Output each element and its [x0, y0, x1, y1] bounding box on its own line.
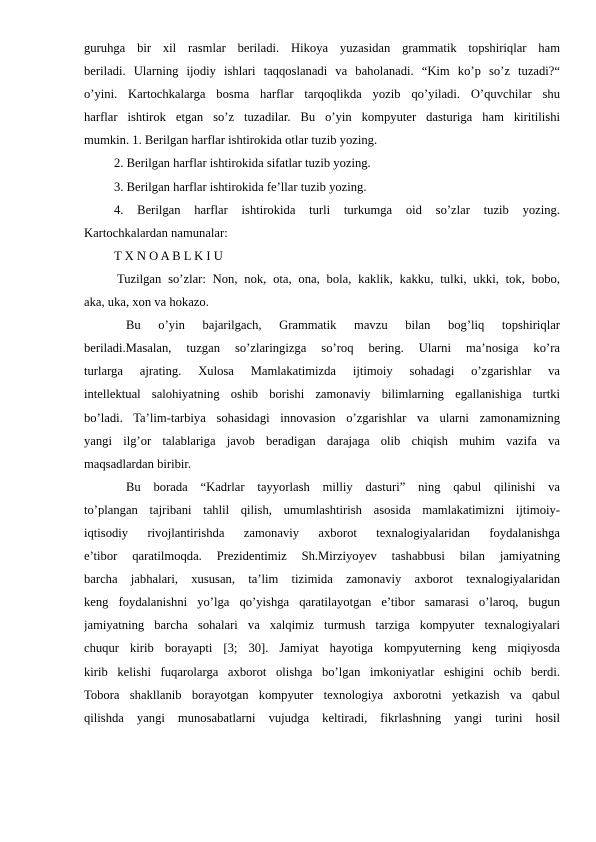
text-line: intellektual salohiyatning oshib borishi zamonaviy bilimlarning egallanishiga turtki	[84, 387, 560, 402]
text-line: turlarga ajrating. Xulosa Mamlakatimizda ijtimoiy sohadagi o’zgarishlar va	[84, 364, 560, 379]
text-line: e’tibor qaratilmoqda. Prezidentimiz Sh.Mirziyoyev tashabbusi bilan jamiyatning	[84, 549, 560, 564]
text-line: Tobora shakllanib borayotgan kompyuter texnologiya axborotni yetkazish va qabul	[84, 687, 560, 702]
text-line: yangi ilg’or talablariga javob beradigan darajaga olib chiqish muhim vazifa va	[84, 433, 560, 448]
list-item: 3. Berilgan harflar ishtirokida fe’llar tuzib yozing.	[114, 179, 367, 194]
text-line: aka, uka, xon va hokazo.	[84, 295, 209, 310]
text-line: to’plangan tajribani tahlil qilish, umumlashtirish asosida mamlakatimizni ijtimoiy-	[84, 502, 560, 517]
text-line: guruhga bir xil rasmlar beriladi. Hikoya yuzasidan grammatik topshiriqlar ham	[84, 41, 560, 55]
text-line: iqtisodiy rivojlantirishda zamonaviy axborot texnalogiyalaridan foydalanishga	[84, 525, 560, 540]
paragraph-start: Bu borada “Kadrlar tayyorlash milliy dasturi” ning qabul qilinishi va	[126, 479, 560, 494]
text-line: kirib kelishi fuqarolarga axborot olishga bo’lgan imkoniyatlar eshigini ochib berdi.	[84, 664, 560, 679]
document-page	[84, 37, 560, 730]
text-line: mumkin. 1. Berilgan harflar ishtirokida otlar tuzib yozing.	[84, 133, 378, 148]
text-line: o’yini. Kartochkalarga bosma harflar tarqoqlikda yozib qo’yiladi. O’quvchilar shu	[84, 87, 560, 102]
list-item: 2. Berilgan harflar ishtirokida sifatlar tuzib yozing.	[114, 156, 371, 171]
text-line: harflar ishtirok etgan so’z tuzadilar. Bu o’yin kompyuter dasturiga ham kiritilishi	[84, 110, 560, 125]
text-line: barcha jabhalari, xususan, ta’lim tizimida zamonaviy axborot texnalogiyalaridan	[84, 572, 560, 587]
text-line: beriladi.Masalan, tuzgan so’zlaringizga so’roq bering. Ularni ma’nosiga ko’ra	[84, 341, 560, 356]
text-line: keng foydalanishni yo’lga qo’yishga qaratilayotgan e’tibor samarasi o’laroq, bugun	[84, 595, 560, 610]
text-line: Tuzilgan so’zlar: Non, nok, ota, ona, bola, kaklik, kakku, tulki, ukki, tok, bobo,	[117, 271, 560, 286]
text-line: chuqur kirib borayapti [3; 30]. Jamiyat hayotiga kompyuterning keng miqiyosda	[84, 641, 560, 656]
letter-card: T X N O A B L K I U	[114, 248, 223, 263]
text-line: maqsadlardan biribir.	[84, 456, 192, 471]
text-line: beriladi. Ularning ijodiy ishlari taqqoslanadi va baholanadi. “Kim ko’p so’z tuzadi?“	[84, 64, 560, 79]
paragraph-start: Bu o’yin bajarilgach, Grammatik mavzu bilan bog’liq topshiriqlar	[126, 318, 560, 333]
text-line: bo’ladi. Ta’lim-tarbiya sohasidagi innovasion o’zgarishlar va ularni zamonamizning	[84, 410, 560, 425]
text-line: qilishda yangi munosabatlarni vujudga keltiradi, fikrlashning yangi turini hosil	[84, 710, 560, 725]
list-item: 4. Berilgan harflar ishtirokida turli turkumga oid so’zlar tuzib yozing.	[114, 202, 560, 217]
text-line: Kartochkalardan namunalar:	[84, 225, 228, 240]
text-line: jamiyatning barcha sohalari va xalqimiz turmush tarziga kompyuter texnalogiyalari	[84, 618, 560, 633]
